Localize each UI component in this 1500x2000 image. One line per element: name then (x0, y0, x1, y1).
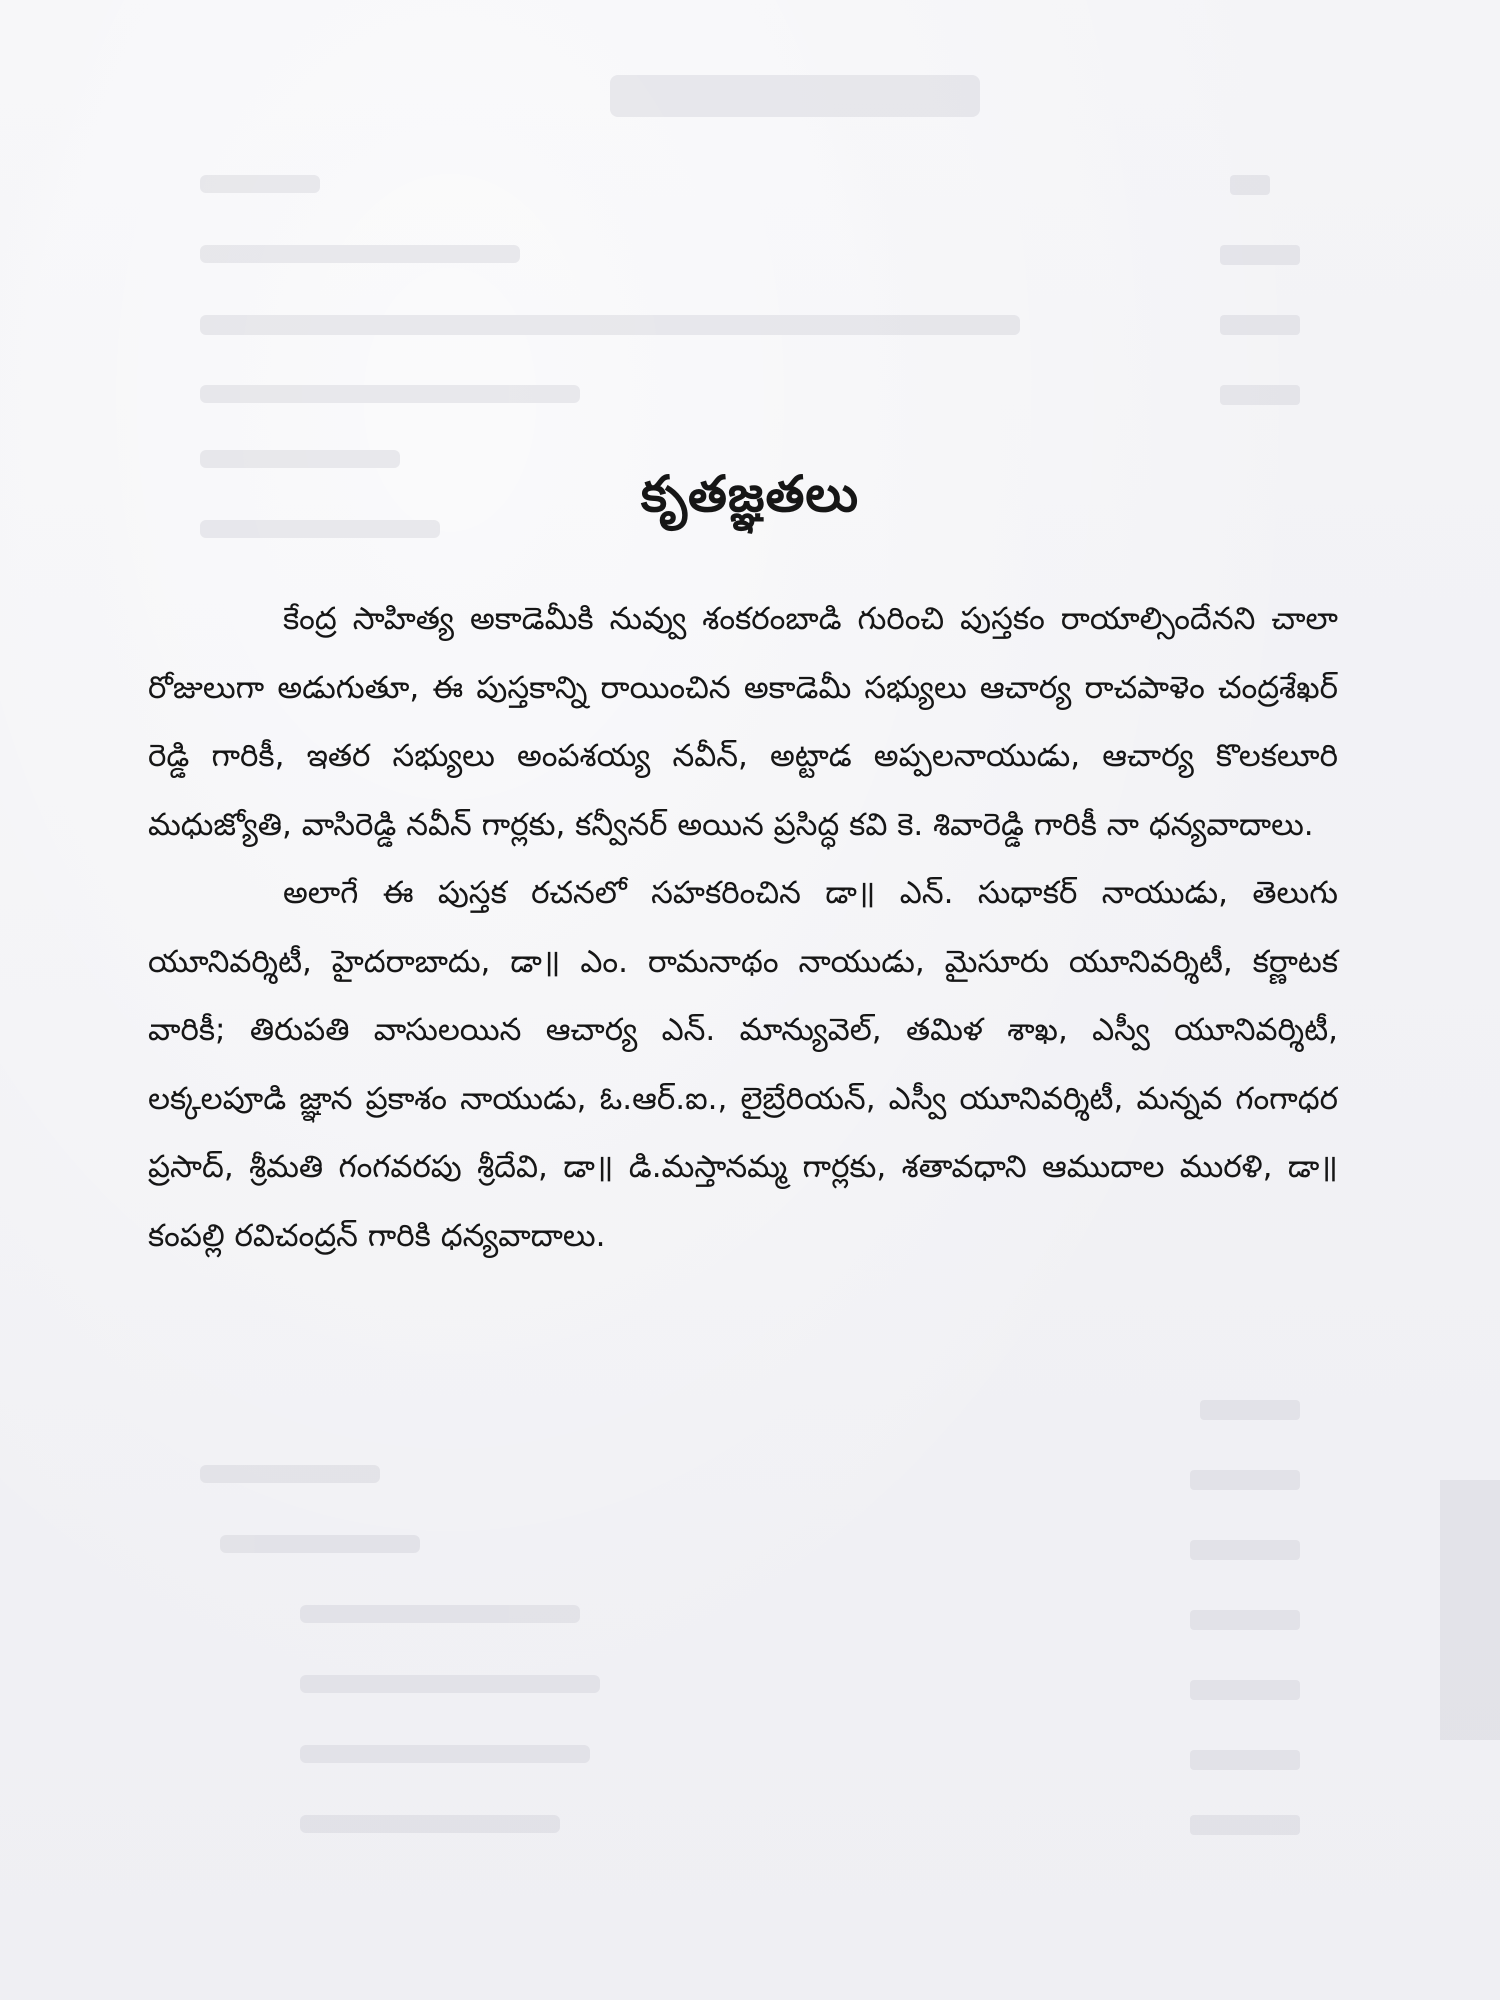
page-title: కృతజ్ఞతలు (640, 465, 860, 523)
acknowledgement-text (148, 585, 1338, 1270)
paragraph-1: కేంద్ర సాహిత్య అకాడెమీకి నువ్వు శంకరంబాడి గురించి పుస్తకం రాయాల్సిందేనని చాలా రోజులుగా అడుగుతూ, ఈ పుస్తకాన్ని రాయించిన అకాడెమీ సభ్యులు ఆచార్య రాచపాళెం చంద్రశేఖర్ రెడ్డి గారికీ, ఇతర సభ్యులు అంపశయ్య నవీన్, అట్టాడ అప్పలనాయుడు, ఆచార్య కొలకలూరి మధుజ్యోతి, వాసిరెడ్డి నవీన్ గార్లకు, కన్వీనర్ అయిన ప్రసిద్ధ కవి కె. శివారెడ్డి గారికీ నా ధన్యవాదాలు. (148, 601, 1338, 843)
paragraph-2: అలాగే ఈ పుస్తక రచనలో సహకరించిన డా॥ ఎన్. సుధాకర్ నాయుడు, తెలుగు యూనివర్శిటీ, హైదరాబాదు, డా॥ ఎం. రామనాథం నాయుడు, మైసూరు యూనివర్శిటీ, కర్ణాటక వారికీ; తిరుపతి వాసులయిన ఆచార్య ఎన్. మాన్యువెల్, తమిళ శాఖ, ఎస్వీ యూనివర్శిటీ, లక్కలపూడి జ్ఞాన ప్రకాశం నాయుడు, ఓ.ఆర్.ఐ., లైబ్రేరియన్, ఎస్వీ యూనివర్శిటీ, మన్నవ గంగాధర ప్రసాద్, శ్రీమతి గంగవరపు శ్రీదేవి, డా॥ డి.మస్తానమ్మ గార్లకు, శతావధాని ఆముదాల మురళి, డా॥ కంపల్లి రవిచంద్రన్ గారికి ధన్యవాదాలు. (148, 875, 1338, 1254)
